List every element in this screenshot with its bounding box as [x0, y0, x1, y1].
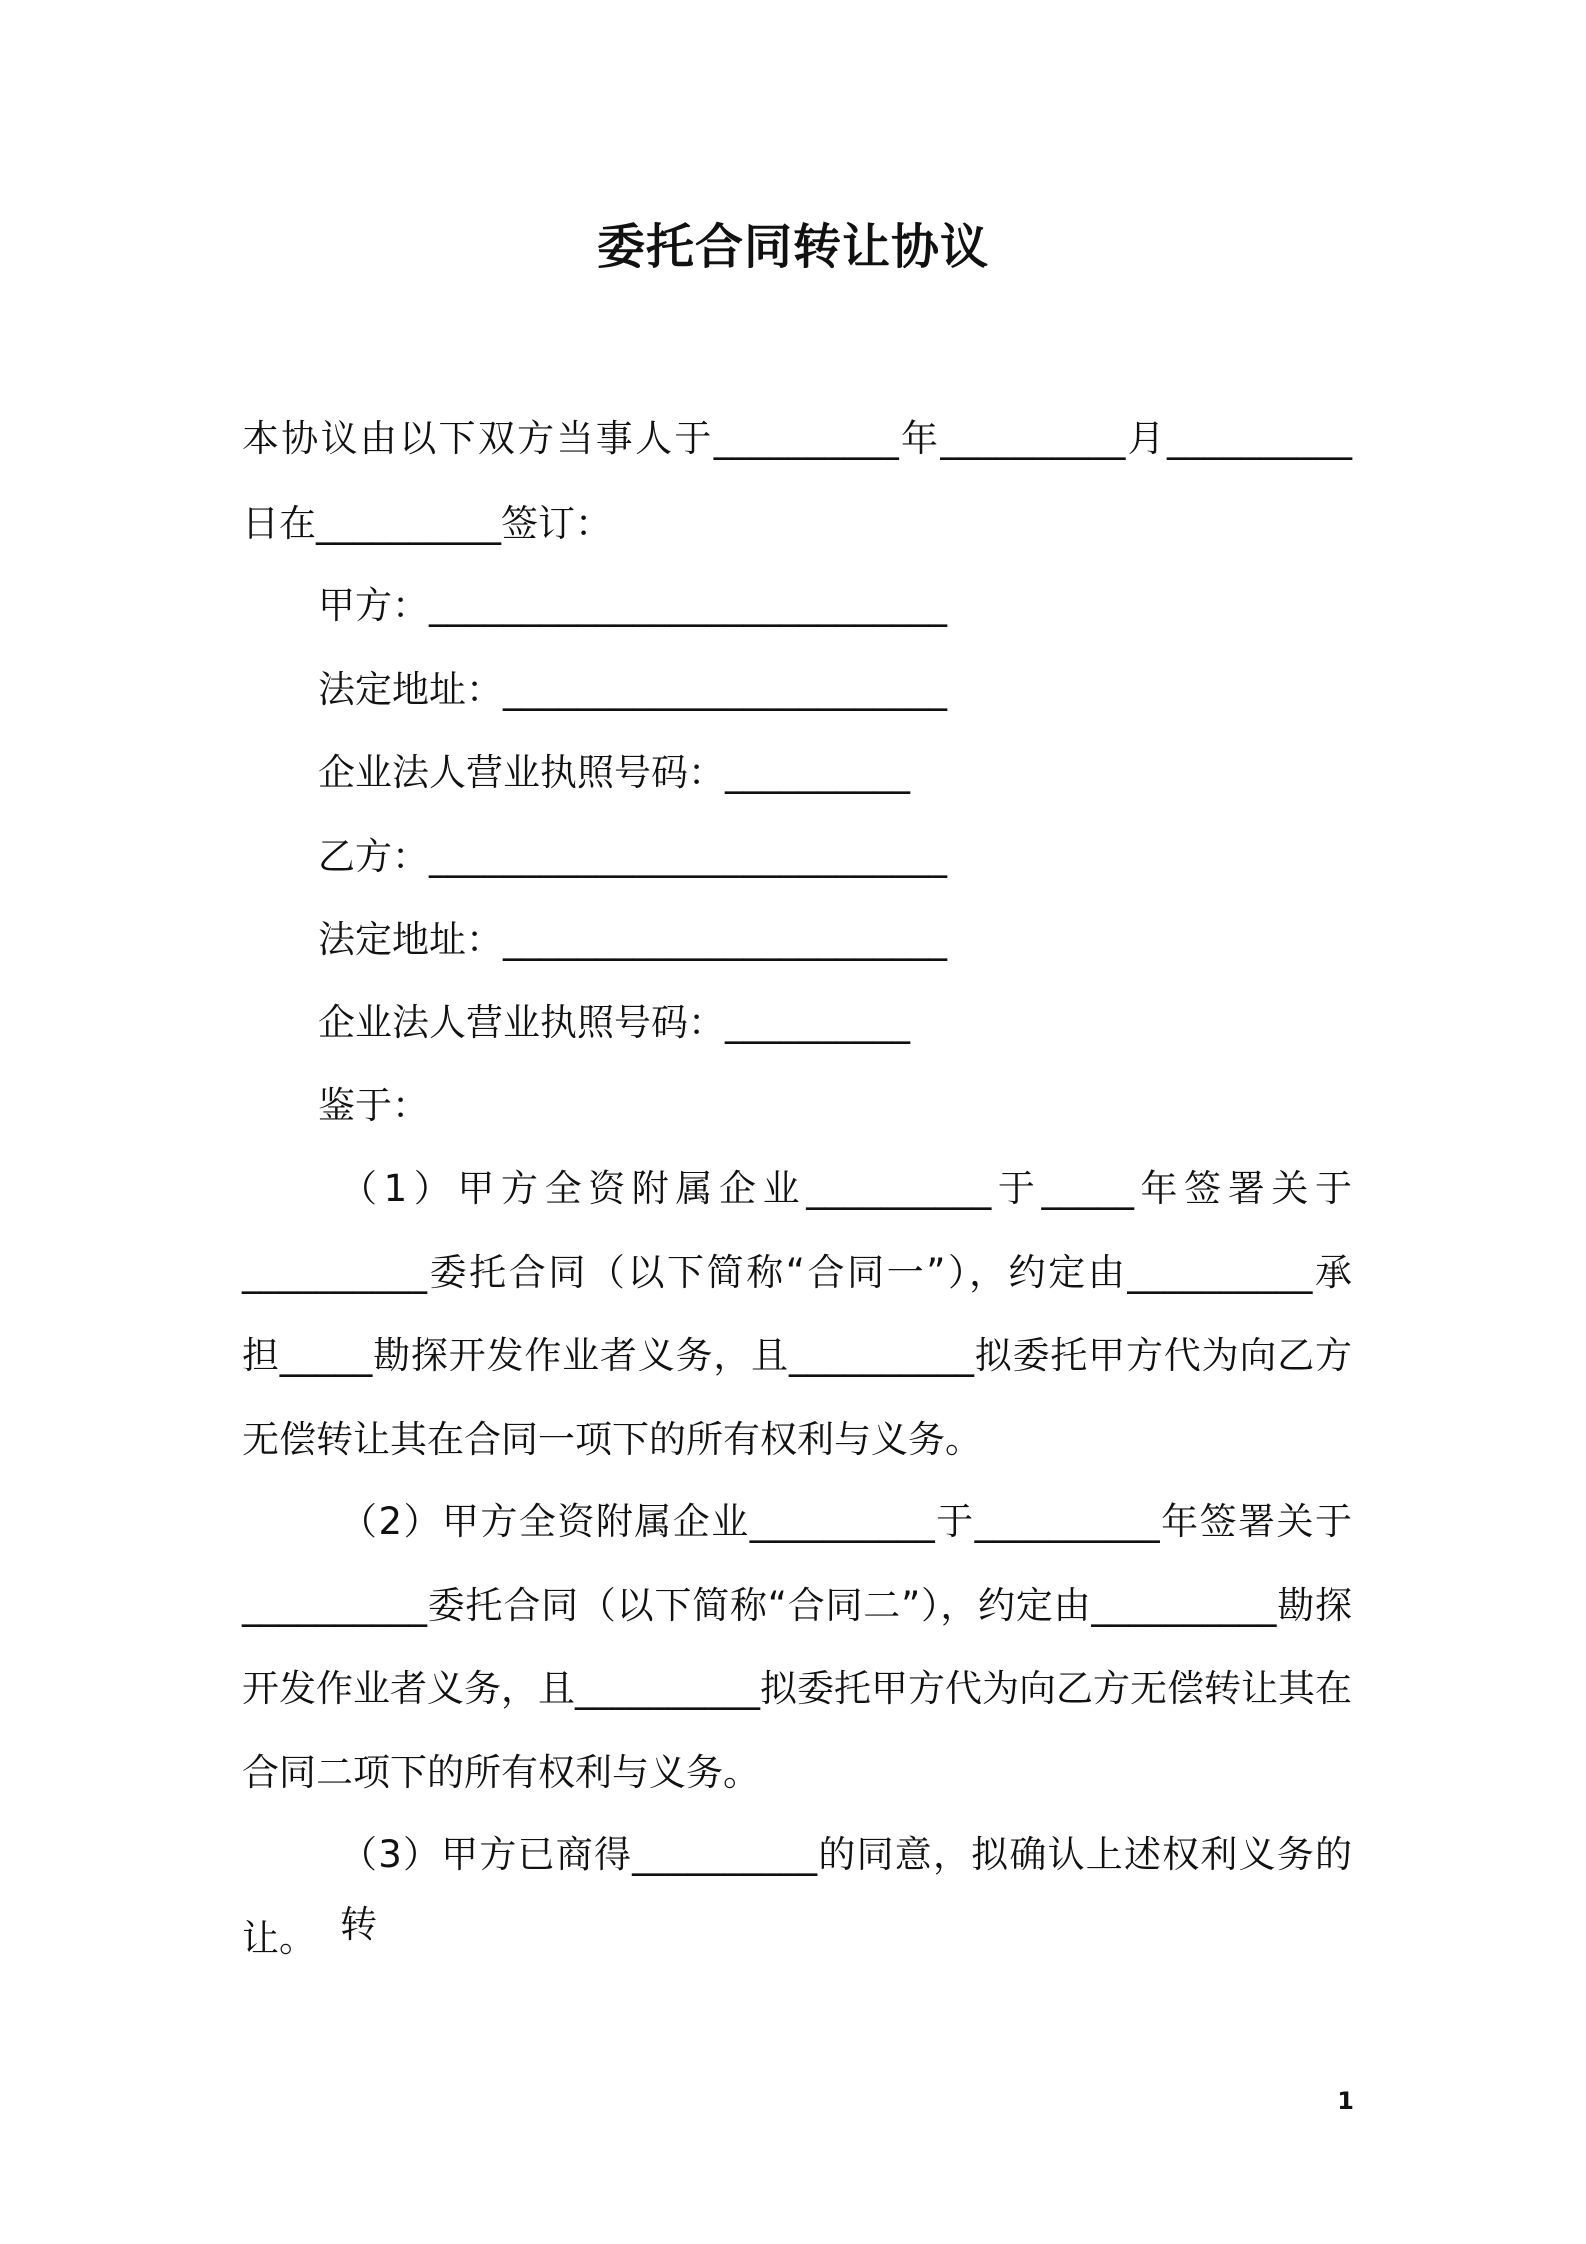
- clause-2-line-4: 合同二项下的所有权利与义务。: [242, 1751, 760, 1794]
- party-a-address-field: 法定地址：________________________: [318, 668, 947, 711]
- agreement-intro-line-1: 本协议由以下双方当事人于__________年__________月__________: [242, 417, 1352, 460]
- document-title: 委托合同转让协议: [596, 219, 989, 275]
- clause-1-line-2: __________委托合同（以下简称“合同一”），约定由__________承: [242, 1251, 1352, 1294]
- clause-1-line-3: 担_____勘探开发作业者义务，且__________拟委托甲方代为向乙方: [242, 1334, 1352, 1377]
- clause-2-line-3: 开发作业者义务，且__________拟委托甲方代为向乙方无偿转让其在: [242, 1667, 1352, 1710]
- clause-2-line-1: （2）甲方全资附属企业__________于__________年签署关于: [340, 1500, 1352, 1543]
- party-b-address-field: 法定地址：________________________: [318, 918, 947, 961]
- clause-3-line-2: 让。: [242, 1917, 316, 1960]
- clause-3-line-1: （3）甲方已商得__________的同意，拟确认上述权利义务的转: [340, 1833, 1352, 1946]
- agreement-intro-line-2: 日在__________签订：: [242, 502, 612, 545]
- party-a-name-field: 甲方：____________________________: [318, 584, 947, 627]
- page-number: 1: [1337, 2087, 1354, 2115]
- clause-1-line-1: （1）甲方全资附属企业__________于_____年签署关于: [340, 1167, 1352, 1210]
- party-b-license-field: 企业法人营业执照号码：__________: [318, 1001, 910, 1044]
- whereas-heading: 鉴于：: [318, 1084, 429, 1127]
- party-b-name-field: 乙方：____________________________: [318, 835, 947, 878]
- clause-1-line-4: 无偿转让其在合同一项下的所有权利与义务。: [242, 1418, 982, 1461]
- party-a-license-field: 企业法人营业执照号码：__________: [318, 751, 910, 794]
- clause-2-line-2: __________委托合同（以下简称“合同二”），约定由__________勘探: [242, 1584, 1352, 1627]
